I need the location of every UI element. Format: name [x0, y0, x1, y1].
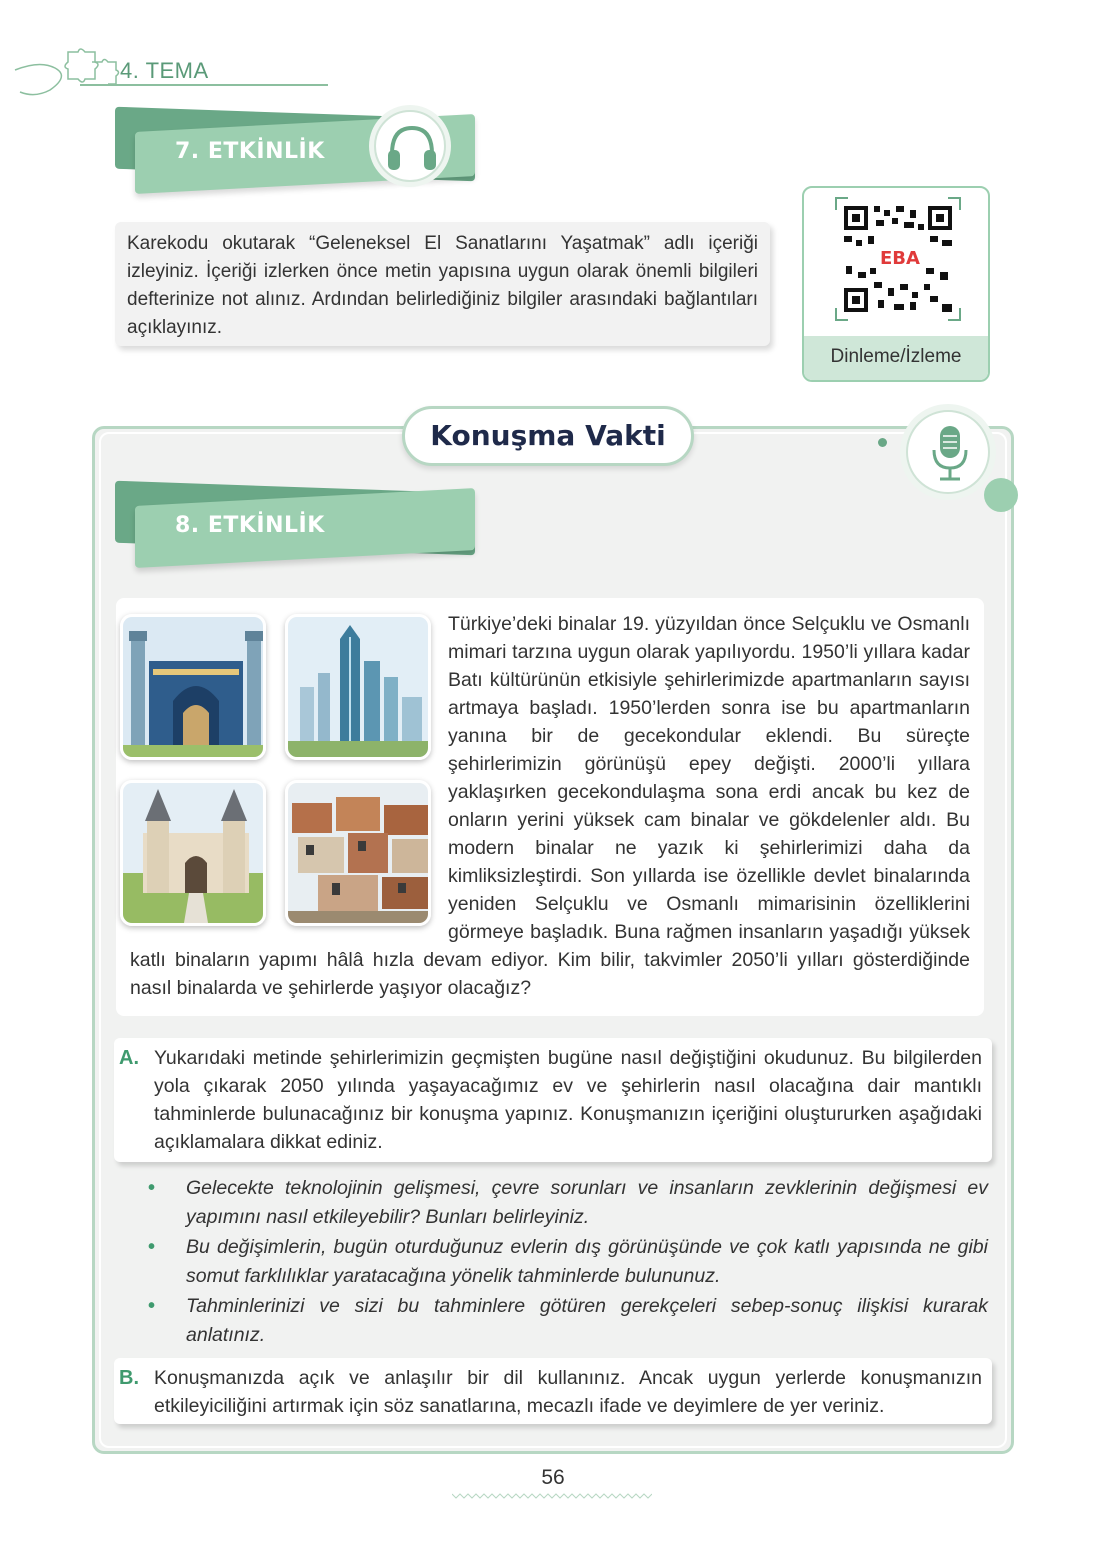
theme-header [10, 40, 330, 100]
headphones-icon [374, 110, 446, 182]
page-number: 56 [541, 1466, 565, 1489]
bullet-text: Tahminlerinizi ve sizi bu tahminlere götüren gerekçeleri sebep-sonuç ilişkisi kurarak anlatınız. [186, 1295, 988, 1346]
header-divider [80, 84, 328, 86]
question-a-letter: A. [119, 1047, 139, 1069]
reading-text: Türkiye’deki binalar 19. yüzyıldan önce Selçuklu ve Osmanlı mimari tarzına uygun olarak yapılıyordu. 1950’li yıllara kadar Batı kültürünün etkisiyle şehirlerimizde apartmanların sayısı artmaya başladı. 1950’lerden sonra ise bu apartmanların yanına bir de gecekondular eklendi. Bu süreçte şehirlerimizin görünüşü epey değişti. 2000’li yıllara yaklaşırken gecekondulaşma sona erdi ancak bu kez de onların yerini yüksek cam binalar ve gökdelenler aldı. Bu modern binalar ne yazık ki şehirlerimizi daha da kimliksizleştirdi. Son yıllarda ise özellikle devlet binalarında yeniden Selçuklu ve Osmanlı mimarisinin özelliklerini görmeye başladık. Buna rağmen insanların yaşadığı yüksek katlı binaların yapımı hâlâ hızla devam ediyor. Kim bilir, takvimler 2050’li yılları gösterdiğinde nasıl binalarda ve şehirlerde yaşıyor olacağız? [130, 613, 970, 999]
section-title: Konuşma Vakti [402, 406, 694, 466]
activity8-banner [115, 487, 485, 577]
reading-text-block [130, 610, 970, 1002]
activity7-instruction: Karekodu okutarak “Geleneksel El Sanatlarını Yaşatmak” adlı içeriği izleyiniz. İçeriği izlerken önce metin yapısına uygun olarak önemli bilgileri defterinize not alınız. Ardından belirlediğiniz bilgiler arasındaki bağlantıları açıklayınız. [115, 222, 770, 346]
decorative-dot [878, 438, 887, 447]
puzzle-swirl-icon [10, 40, 130, 100]
microphone-icon [906, 410, 990, 494]
qr-caption: Dinleme/İzleme [804, 336, 988, 380]
bullet-text: Bu değişimlerin, bugün oturduğunuz evlerin dış görünüşünde ve çok katlı yapısında ne gibi somut farklılıklar yaratacağına yönelik tahminlerde bulununuz. [186, 1236, 988, 1287]
activity8-label: 8. ETKİNLİK [175, 513, 325, 538]
question-a [114, 1038, 992, 1162]
guideline-list [148, 1174, 988, 1351]
question-b [114, 1358, 992, 1424]
theme-title: 4. TEMA [120, 58, 209, 83]
list-item [148, 1292, 988, 1350]
eba-logo: EBA [880, 248, 920, 269]
question-b-text: Konuşmanızda açık ve anlaşılır bir dil kullanınız. Ancak uygun yerlerde konuşmanızın etkileyiciliğini artırmak için söz sanatlarına, mecazlı ifade ve deyimlere de yer veriniz. [154, 1367, 982, 1417]
bullet-icon: • [148, 1236, 156, 1258]
qr-card[interactable] [802, 186, 990, 382]
question-b-letter: B. [119, 1367, 139, 1389]
decorative-circle [984, 478, 1018, 512]
list-item [148, 1174, 988, 1232]
activity7-label: 7. ETKİNLİK [175, 139, 325, 164]
bullet-text: Gelecekte teknolojinin gelişmesi, çevre sorunları ve insanların zevklerinin değişmesi ev yapımını nasıl etkileyebilir? Bunları belirleyiniz. [186, 1177, 988, 1228]
bullet-icon: • [148, 1295, 156, 1317]
list-item [148, 1233, 988, 1291]
page-number-ornament [452, 1492, 652, 1500]
photo-float-spacer [130, 610, 448, 940]
qr-code[interactable] [834, 196, 962, 322]
question-a-text: Yukarıdaki metinde şehirlerimizin geçmişten bugüne nasıl değiştiğini okudunuz. Bu bilgilerden yola çıkarak 2050 yılında yaşayacağımız ev ve şehirlerin nasıl olacağına dair mantıklı tahminlerde bulunacağınız bir konuşma yapınız. Konuşmanızın içeriğini oluştururken aşağıdaki açıklamalara dikkat ediniz. [154, 1047, 982, 1153]
bullet-icon: • [148, 1177, 156, 1199]
